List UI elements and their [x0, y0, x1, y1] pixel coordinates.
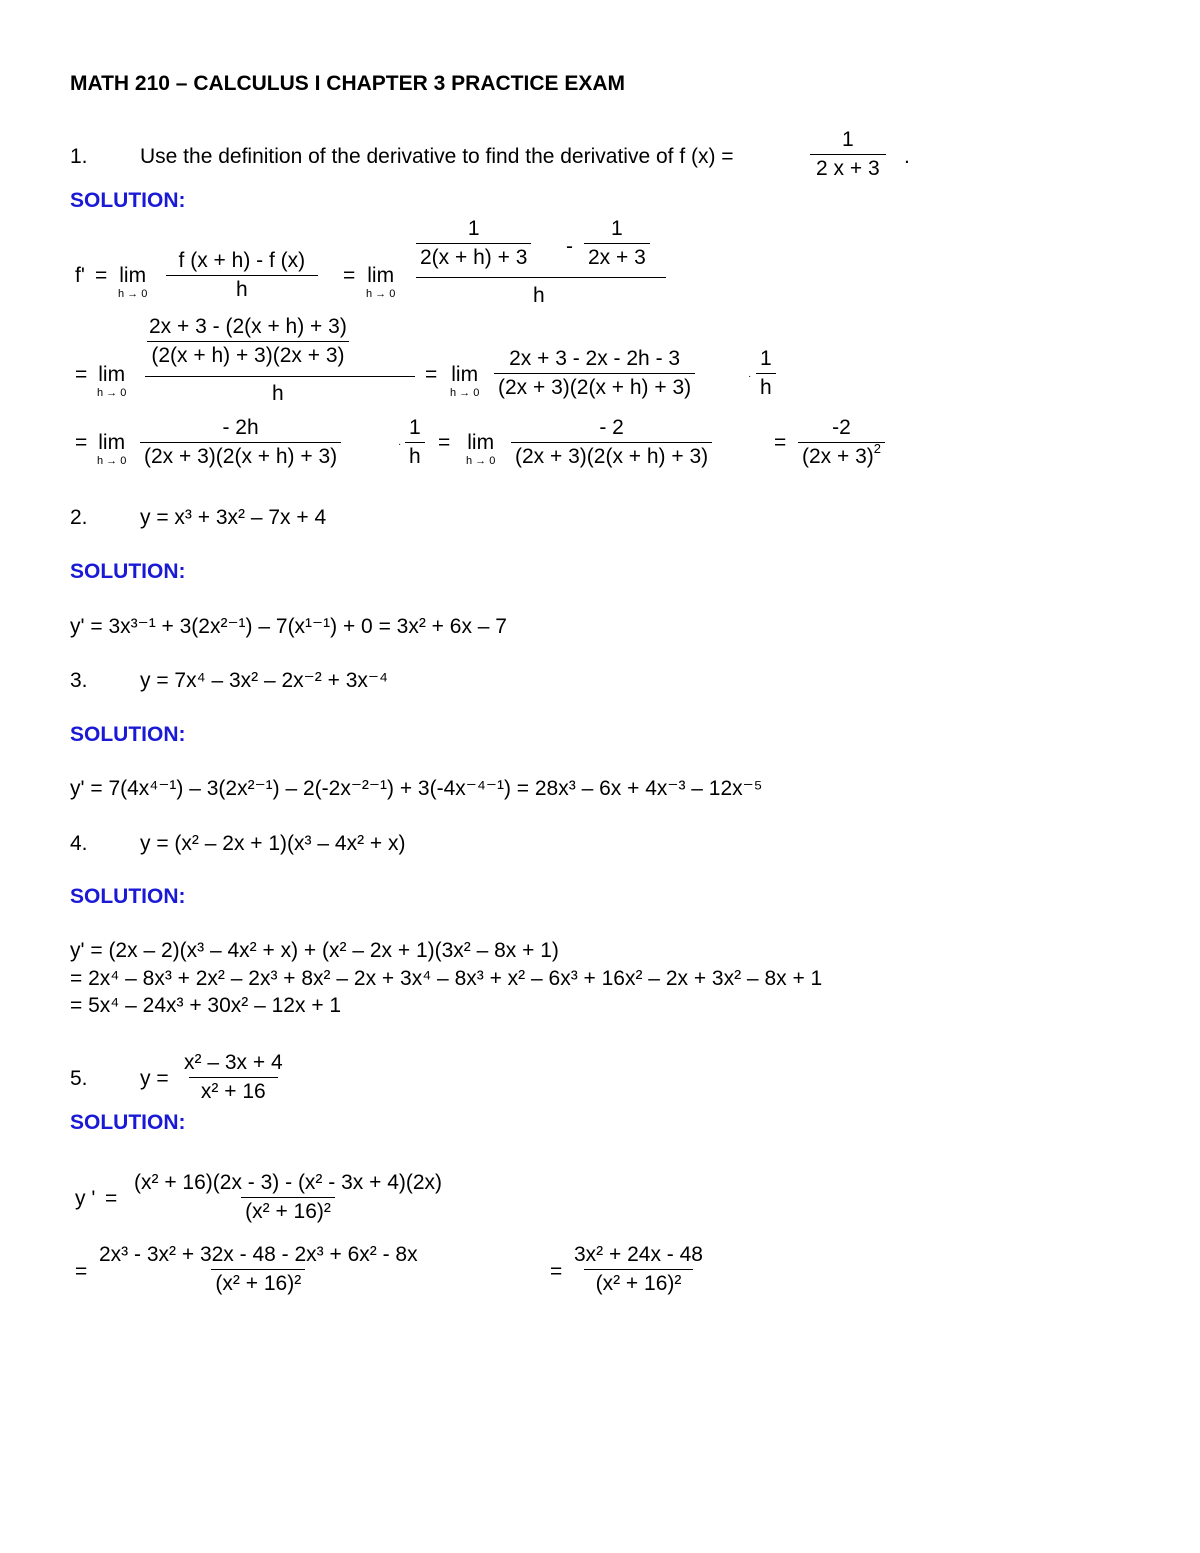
- lim-subscript: h → 0: [466, 455, 496, 467]
- fraction-step3b: [511, 417, 712, 467]
- lim-subscript: h → 0: [366, 288, 396, 300]
- problem-1-number: 1.: [70, 145, 88, 168]
- equals: =: [550, 1260, 563, 1283]
- fraction-denominator: h: [405, 442, 425, 467]
- fraction-denominator: (x² + 16)²: [211, 1269, 305, 1294]
- lim-text: lim: [451, 363, 479, 386]
- lim-subscript: h → 0: [450, 387, 480, 399]
- equals: =: [438, 431, 451, 454]
- f-prime: f': [75, 264, 85, 287]
- limit: [97, 364, 126, 399]
- problem-2-number: 2.: [70, 506, 88, 529]
- inner-fraction-1: [416, 218, 531, 268]
- problem-4-solution-line-1: y' = (2x – 2)(x³ – 4x² + x) + (x² – 2x + 1)(3x² – 8x + 1): [70, 939, 559, 962]
- equals: =: [343, 264, 356, 287]
- fraction-bar: [145, 376, 415, 377]
- lim-subscript: h → 0: [97, 387, 127, 399]
- fraction-denominator: (2x + 3)(2(x + h) + 3): [494, 373, 695, 398]
- quotient-rule-step-1: [130, 1172, 446, 1222]
- lim-subscript: h → 0: [118, 288, 148, 300]
- problem-1-text: Use the definition of the derivative to find the derivative of f (x) =: [140, 145, 734, 168]
- lim-text: lim: [119, 264, 147, 287]
- solution-label-1: SOLUTION:: [70, 189, 186, 212]
- fraction-numerator: - 2: [599, 416, 624, 439]
- equals: =: [95, 264, 108, 287]
- minus: -: [566, 235, 573, 258]
- lim-text: lim: [367, 264, 395, 287]
- problem-4-solution-line-2: = 2x⁴ – 8x³ + 2x² – 2x³ + 8x² – 2x + 3x⁴ – 8x³ + x² – 6x³ + 16x² – 2x + 3x² – 8x + 1: [70, 967, 823, 990]
- one-over-h: [756, 348, 776, 398]
- difference-quotient: [166, 250, 318, 300]
- fraction-bar: [416, 277, 666, 278]
- equals: =: [105, 1187, 118, 1210]
- page-title: MATH 210 – CALCULUS I CHAPTER 3 PRACTICE EXAM: [70, 72, 626, 95]
- fraction-denominator: 2(x + h) + 3: [416, 243, 531, 268]
- fraction-numerator: 1: [611, 217, 623, 240]
- fraction-denominator: (x² + 16)²: [241, 1197, 335, 1222]
- quotient-rule-step-2: [95, 1244, 422, 1294]
- lim-subscript: h → 0: [97, 455, 127, 467]
- fraction-numerator: f (x + h) - f (x): [178, 249, 306, 272]
- times-dot: ·: [398, 439, 402, 450]
- fraction-numerator: 2x + 3 - 2x - 2h - 3: [509, 347, 681, 370]
- lim-text: lim: [98, 431, 126, 454]
- y-prime: y ': [75, 1187, 96, 1210]
- fraction-numerator: 1: [841, 128, 854, 151]
- quotient-rule-result: [570, 1244, 707, 1294]
- one-over-h: [405, 417, 425, 467]
- equals: =: [774, 431, 787, 454]
- problem-3-equation: y = 7x⁴ – 3x² – 2x⁻² + 3x⁻⁴: [140, 669, 388, 692]
- fraction-step3: [140, 417, 341, 467]
- lim-text: lim: [467, 431, 495, 454]
- problem-3-number: 3.: [70, 669, 88, 692]
- problem-5-y-equals: y =: [140, 1067, 169, 1090]
- solution-label-3: SOLUTION:: [70, 723, 186, 746]
- lim-text: lim: [98, 363, 126, 386]
- fraction-numerator: 1: [760, 347, 772, 370]
- fraction-numerator: 2x + 3 - (2(x + h) + 3): [149, 315, 347, 338]
- limit: [118, 265, 147, 300]
- equals: =: [425, 363, 438, 386]
- solution-label-4: SOLUTION:: [70, 885, 186, 908]
- simplified-fraction: [494, 348, 695, 398]
- times-dot: ·: [748, 371, 752, 382]
- fraction-numerator: -2: [832, 416, 851, 439]
- fraction-denominator: (x² + 16)²: [584, 1269, 694, 1294]
- period: .: [904, 145, 910, 168]
- fraction-numerator: 3x² + 24x - 48: [574, 1243, 703, 1266]
- fraction-denominator: $(2x + 3)^2$: [798, 442, 885, 467]
- limit: [366, 265, 395, 300]
- problem-5-number: 5.: [70, 1067, 88, 1090]
- fraction-denominator: (2x + 3)(2(x + h) + 3): [140, 442, 341, 467]
- fraction-denominator: (2(x + h) + 3)(2x + 3): [147, 341, 348, 366]
- fraction-denominator: h: [166, 275, 318, 300]
- limit: [97, 432, 126, 467]
- fraction-denominator: 2 x + 3: [810, 154, 886, 179]
- fraction-numerator: (x² + 16)(2x - 3) - (x² - 3x + 4)(2x): [134, 1171, 443, 1194]
- fraction-numerator: - 2h: [222, 416, 259, 439]
- fraction-denominator: h: [756, 373, 776, 398]
- fraction-numerator: x² – 3x + 4: [184, 1051, 283, 1074]
- solution-label-2: SOLUTION:: [70, 560, 186, 583]
- denominator-h: h: [272, 382, 284, 405]
- problem-3-solution: y' = 7(4x⁴⁻¹) – 3(2x²⁻¹) – 2(-2x⁻²⁻¹) + 3(-4x⁻⁴⁻¹) = 28x³ – 6x + 4x⁻³ – 12x⁻⁵: [70, 777, 763, 800]
- inner-fraction-2: [584, 218, 650, 268]
- equals: =: [75, 431, 88, 454]
- fraction-denominator: (2x + 3)(2(x + h) + 3): [511, 442, 712, 467]
- fraction-numerator: 1: [409, 416, 421, 439]
- limit: [450, 364, 479, 399]
- problem-1-function: [810, 129, 886, 179]
- fraction-numerator: 2x³ - 3x² + 32x - 48 - 2x³ + 6x² - 8x: [99, 1243, 418, 1266]
- fraction-numerator: 1: [467, 217, 480, 240]
- problem-2-solution: y' = 3x³⁻¹ + 3(2x²⁻¹) – 7(x¹⁻¹) + 0 = 3x² + 6x – 7: [70, 615, 507, 638]
- complex-numerator: [145, 316, 351, 366]
- solution-label-5: SOLUTION:: [70, 1111, 186, 1134]
- limit: [466, 432, 495, 467]
- problem-4-number: 4.: [70, 832, 88, 855]
- problem-4-equation: y = (x² – 2x + 1)(x³ – 4x² + x): [140, 832, 406, 855]
- final-result: [798, 417, 885, 467]
- equals: =: [75, 1260, 88, 1283]
- problem-4-solution-line-3: = 5x⁴ – 24x³ + 30x² – 12x + 1: [70, 994, 342, 1017]
- problem-2-equation: y = x³ + 3x² – 7x + 4: [140, 506, 327, 529]
- fraction-denominator: 2x + 3: [584, 243, 650, 268]
- fraction-denominator: x² + 16: [189, 1077, 278, 1102]
- denominator-h: h: [533, 284, 545, 307]
- equals: =: [75, 363, 88, 386]
- result-denominator: (2x + 3): [802, 445, 874, 468]
- problem-5-function: [180, 1052, 287, 1102]
